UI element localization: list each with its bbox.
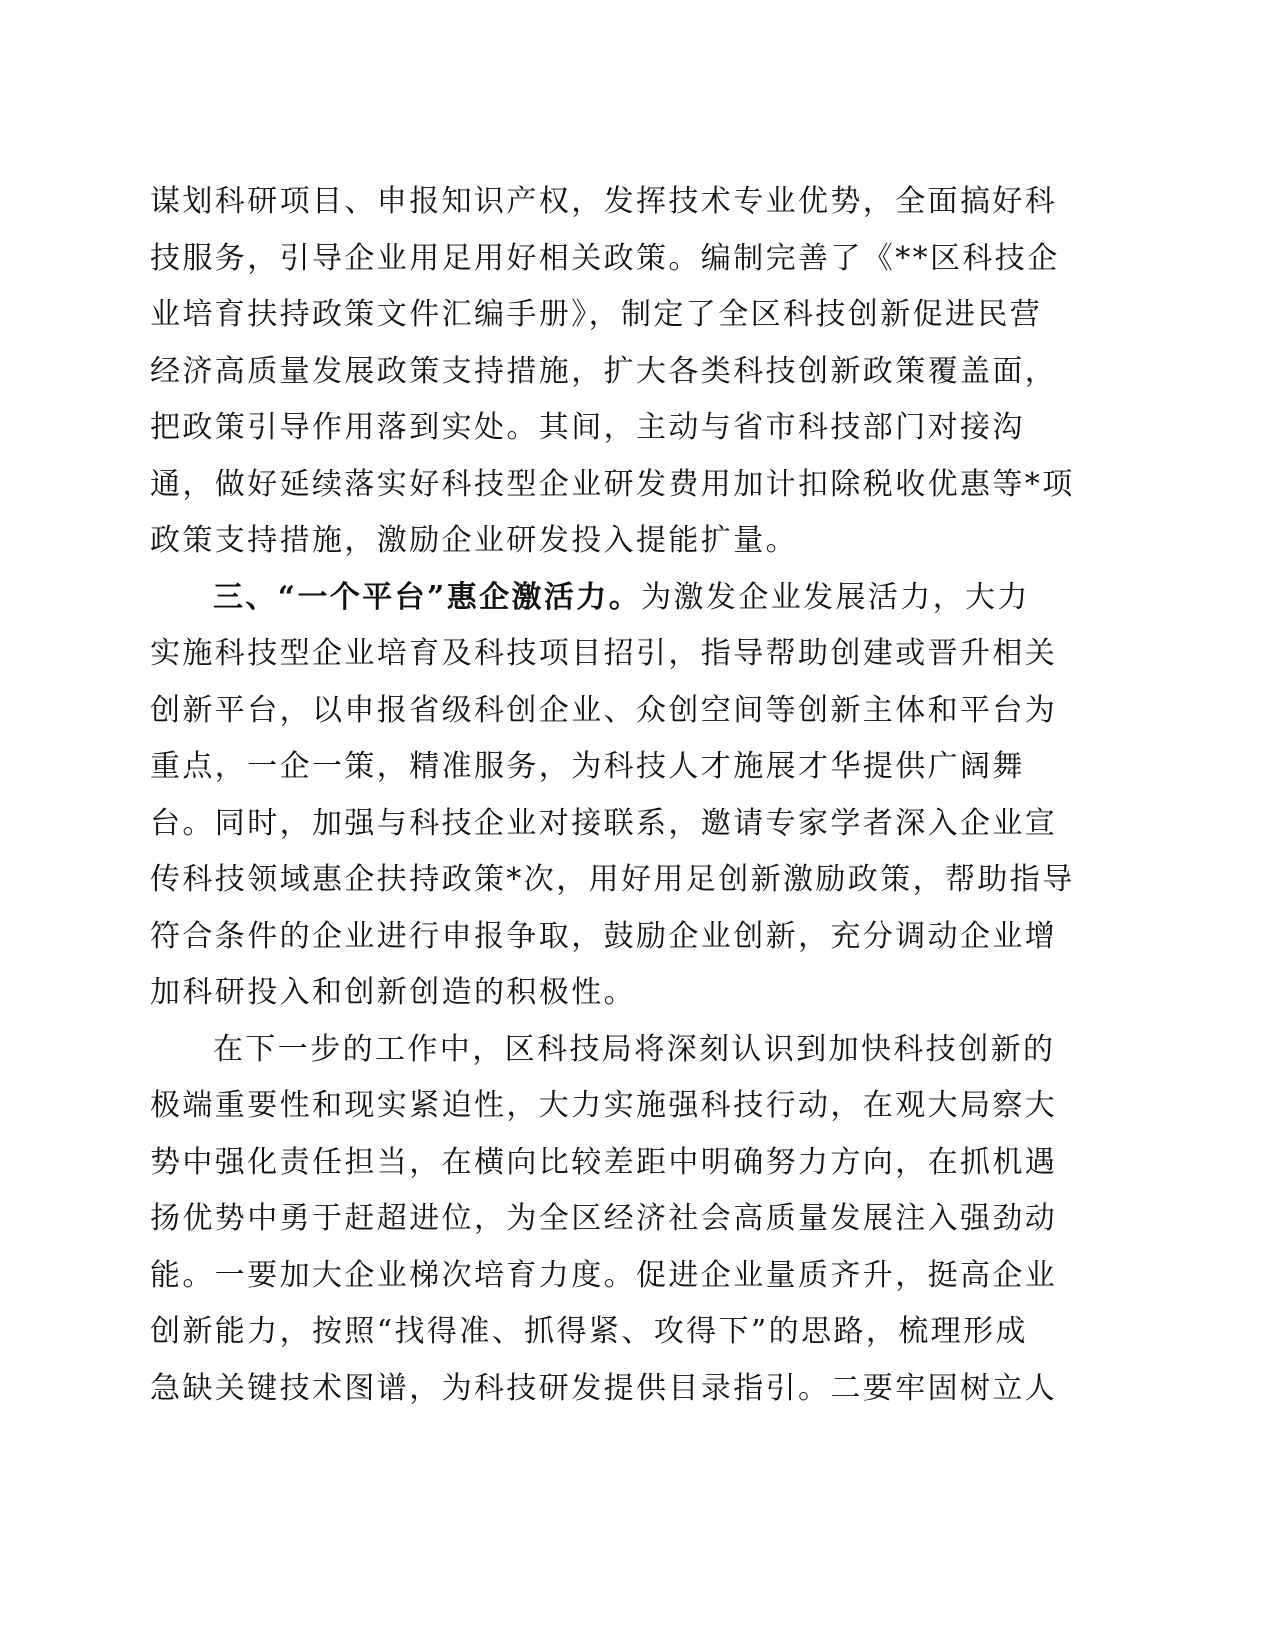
text-line: 能。一要加大企业梯次培育力度。促进企业量质齐升，挺高企业 <box>150 1257 1058 1293</box>
text-line: 符合条件的企业进行申报争取，鼓励企业创新，充分调动企业增 <box>150 918 1058 954</box>
text-line: 传科技领域惠企扶持政策*次，用好用足创新激励政策，帮助指导 <box>150 862 1075 897</box>
text-line: 创新能力，按照“找得准、抓得紧、攻得下”的思路，梳理形成 <box>150 1314 1028 1349</box>
text-line: 业培育扶持政策文件汇编手册》，制定了全区科技创新促进民营 <box>150 297 1043 332</box>
text-line: 扬优势中勇于赶超进位，为全区经济社会高质量发展注入强劲动 <box>150 1201 1058 1236</box>
text-line: 通，做好延续落实好科技型企业研发费用加计扣除税收优惠等*项 <box>150 466 1075 502</box>
text-line: 台。同时，加强与科技企业对接联系，邀请专家学者深入企业宣 <box>150 805 1058 841</box>
text-line: 势中强化责任担当，在横向比较差距中明确努力方向，在抓机遇 <box>150 1144 1058 1180</box>
paragraph-2 <box>150 570 1075 1022</box>
text-line: 技服务，引导企业用足用好相关政策。编制完善了《**区科技企 <box>150 240 1060 276</box>
paragraph-3 <box>150 1022 1058 1418</box>
text-line: 创新平台，以申报省级科创企业、众创空间等创新主体和平台为 <box>150 692 1058 728</box>
text-line: 加科研投入和创新创造的积极性。 <box>150 975 636 1010</box>
text-line: 重点，一企一策，精准服务，为科技人才施展才华提供广阔舞 <box>150 749 1025 784</box>
document-body <box>150 174 1075 1417</box>
text-line: 急缺关键技术图谱，为科技研发提供目录指引。二要牢固树立人 <box>150 1370 1058 1406</box>
text-line-first: 在下一步的工作中，区科技局将深刻认识到加快科技创新的 <box>213 1031 1056 1067</box>
text-run: 为激发企业发展活力，大力 <box>641 579 1030 615</box>
text-line: 政策支持措施，激励企业研发投入提能扩量。 <box>150 523 798 558</box>
text-line: 极端重要性和现实紧迫性，大力实施强科技行动，在观大局察大 <box>150 1088 1058 1123</box>
text-line: 谋划科研项目、申报知识产权，发挥技术专业优势，全面搞好科 <box>150 184 1058 219</box>
paragraph-1 <box>150 174 1075 570</box>
text-line: 把政策引导作用落到实处。其间，主动与省市科技部门对接沟 <box>150 410 1025 445</box>
section-heading: 三、“一个平台”惠企激活力。 <box>213 579 642 615</box>
text-line-first <box>150 570 1050 627</box>
text-line: 经济高质量发展政策支持措施，扩大各类科技创新政策覆盖面， <box>150 353 1058 389</box>
text-line: 实施科技型企业培育及科技项目招引，指导帮助创建或晋升相关 <box>150 636 1058 671</box>
